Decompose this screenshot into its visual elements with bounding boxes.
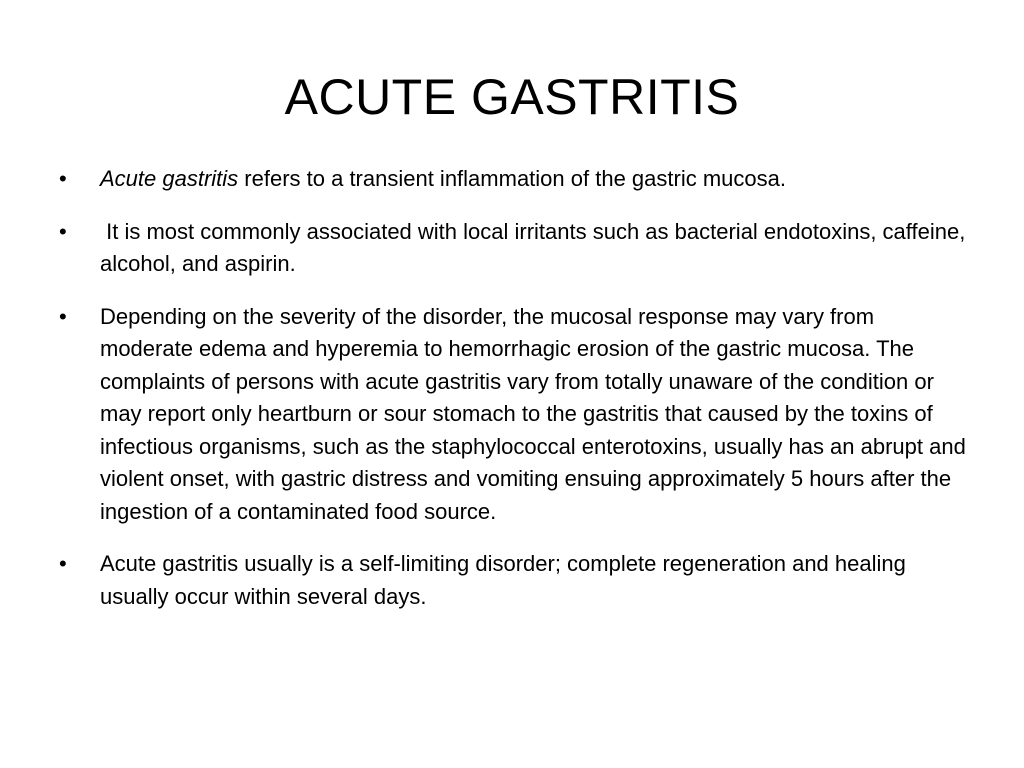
bullet-marker: • — [59, 166, 67, 191]
bullet-1-italic-term: Acute gastritis — [100, 166, 239, 191]
bullet-item-1 — [50, 163, 970, 196]
slide-title: ACUTE GASTRITIS — [284, 69, 740, 125]
bullet-3-text: Depending on the severity of the disorder, the mucosal response may vary from moderate edema and hyperemia to hemorrhagic erosion of the gastric mucosa. The complaints of persons with acute gastritis vary from totally unaware of the condition or may report only heartburn or sour stomach to the gastritis that caused by the toxins of infectious organisms, such as the staphylococcal enterotoxins, usually has an abrupt and violent onset, with gastric distress and vomiting ensuing approximately 5 hours after the ingestion of a contaminated food source. — [100, 303, 966, 524]
bullet-item-2 — [50, 216, 970, 281]
bullet-item-3 — [50, 301, 970, 529]
bullet-marker: • — [59, 303, 67, 329]
bullet-marker: • — [59, 551, 67, 576]
bullet-2-text: It is most commonly associated with local irritants such as bacterial endotoxins, caffeine, alcohol, and aspirin. — [100, 218, 972, 276]
bullet-list — [50, 163, 970, 633]
bullet-item-4 — [50, 548, 970, 613]
bullet-1-text: refers to a transient inflammation of the gastric mucosa. — [238, 166, 786, 191]
bullet-marker: • — [59, 218, 67, 244]
bullet-4-text: Acute gastritis usually is a self-limiting disorder; complete regeneration and healing usually occur within several days. — [100, 551, 906, 609]
